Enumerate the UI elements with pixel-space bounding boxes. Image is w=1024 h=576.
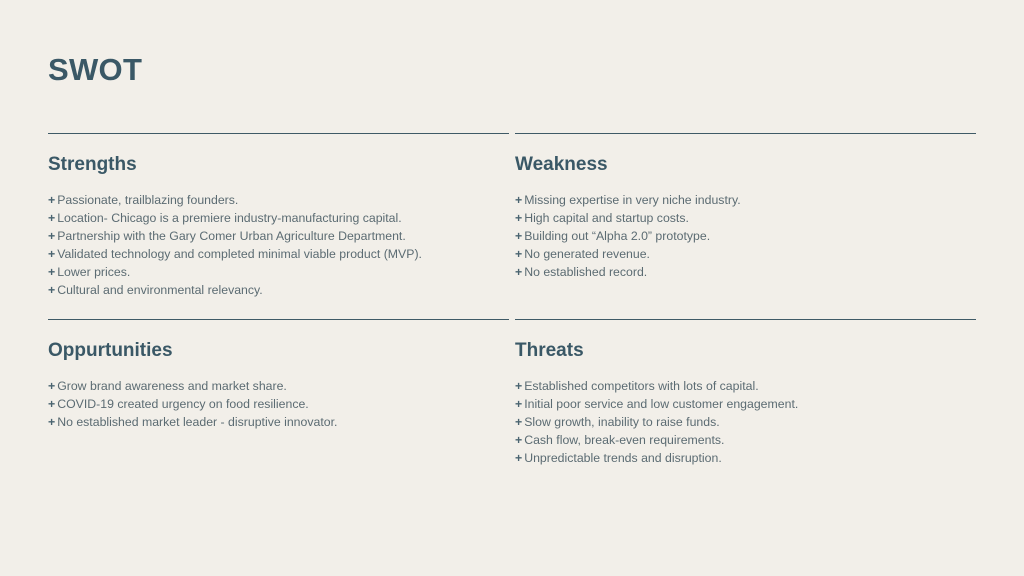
strengths-heading: Strengths — [48, 154, 137, 175]
list-item — [515, 413, 976, 431]
list-item-text: Cash flow, break-even requirements. — [524, 433, 725, 448]
plus-bullet-icon: + — [515, 433, 523, 448]
list-item-text: No established market leader - disruptive innovator. — [57, 415, 338, 430]
opportunities-section — [48, 319, 509, 431]
list-item-text: Grow brand awareness and market share. — [57, 379, 287, 393]
list-item-text: Established competitors with lots of capital. — [524, 379, 759, 393]
section-divider — [48, 133, 509, 134]
plus-bullet-icon: + — [515, 265, 523, 280]
list-item — [515, 227, 976, 245]
plus-bullet-icon: + — [48, 211, 56, 226]
plus-bullet-icon: + — [48, 283, 56, 298]
plus-bullet-icon: + — [48, 415, 56, 430]
list-item — [48, 395, 509, 413]
opportunities-list — [48, 377, 509, 431]
list-item-text: Cultural and environmental relevancy. — [57, 283, 263, 298]
list-item — [515, 449, 976, 467]
strengths-list — [48, 191, 509, 300]
list-item-text: Missing expertise in very niche industry. — [524, 193, 741, 207]
list-item-text: Unpredictable trends and disruption. — [524, 451, 722, 466]
list-item — [48, 281, 509, 299]
list-item-text: Partnership with the Gary Comer Urban Agriculture Department. — [57, 229, 406, 244]
list-item — [48, 191, 509, 209]
weakness-heading: Weakness — [515, 154, 608, 175]
list-item — [48, 227, 509, 245]
threats-section — [515, 319, 976, 467]
list-item-text: Slow growth, inability to raise funds. — [524, 415, 720, 430]
list-item-text: Initial poor service and low customer engagement. — [524, 397, 799, 412]
list-item-text: Validated technology and completed minimal viable product (MVP). — [57, 247, 422, 262]
list-item — [515, 209, 976, 227]
list-item — [515, 263, 976, 281]
plus-bullet-icon: + — [515, 193, 523, 207]
plus-bullet-icon: + — [515, 379, 523, 393]
list-item-text: Passionate, trailblazing founders. — [57, 193, 239, 207]
plus-bullet-icon: + — [48, 247, 56, 262]
section-divider — [515, 319, 976, 320]
weakness-list — [515, 191, 976, 281]
section-divider — [48, 319, 509, 320]
list-item-text: High capital and startup costs. — [524, 211, 689, 226]
opportunities-heading: Oppurtunities — [48, 340, 173, 361]
plus-bullet-icon: + — [48, 193, 56, 207]
plus-bullet-icon: + — [515, 415, 523, 430]
list-item — [515, 395, 976, 413]
threats-heading: Threats — [515, 340, 584, 361]
section-divider — [515, 133, 976, 134]
plus-bullet-icon: + — [515, 451, 523, 466]
plus-bullet-icon: + — [515, 397, 523, 412]
list-item — [48, 263, 509, 281]
plus-bullet-icon: + — [48, 397, 56, 412]
list-item-text: No generated revenue. — [524, 247, 650, 262]
plus-bullet-icon: + — [515, 211, 523, 226]
page-title: SWOT — [48, 52, 143, 87]
plus-bullet-icon: + — [48, 379, 56, 393]
threats-list — [515, 377, 976, 467]
list-item — [515, 191, 976, 209]
weakness-section — [515, 133, 976, 281]
plus-bullet-icon: + — [515, 247, 523, 262]
strengths-section — [48, 133, 509, 300]
list-item — [48, 209, 509, 227]
list-item — [48, 377, 509, 395]
list-item — [48, 245, 509, 263]
list-item — [515, 431, 976, 449]
list-item-text: Lower prices. — [57, 265, 131, 280]
list-item-text: No established record. — [524, 265, 648, 280]
list-item-text: COVID-19 created urgency on food resilience. — [57, 397, 309, 412]
list-item — [515, 377, 976, 395]
list-item — [48, 413, 509, 431]
list-item-text: Location- Chicago is a premiere industry-manufacturing capital. — [57, 211, 402, 226]
list-item-text: Building out “Alpha 2.0” prototype. — [524, 229, 711, 244]
plus-bullet-icon: + — [515, 229, 523, 244]
plus-bullet-icon: + — [48, 265, 56, 280]
plus-bullet-icon: + — [48, 229, 56, 244]
list-item — [515, 245, 976, 263]
